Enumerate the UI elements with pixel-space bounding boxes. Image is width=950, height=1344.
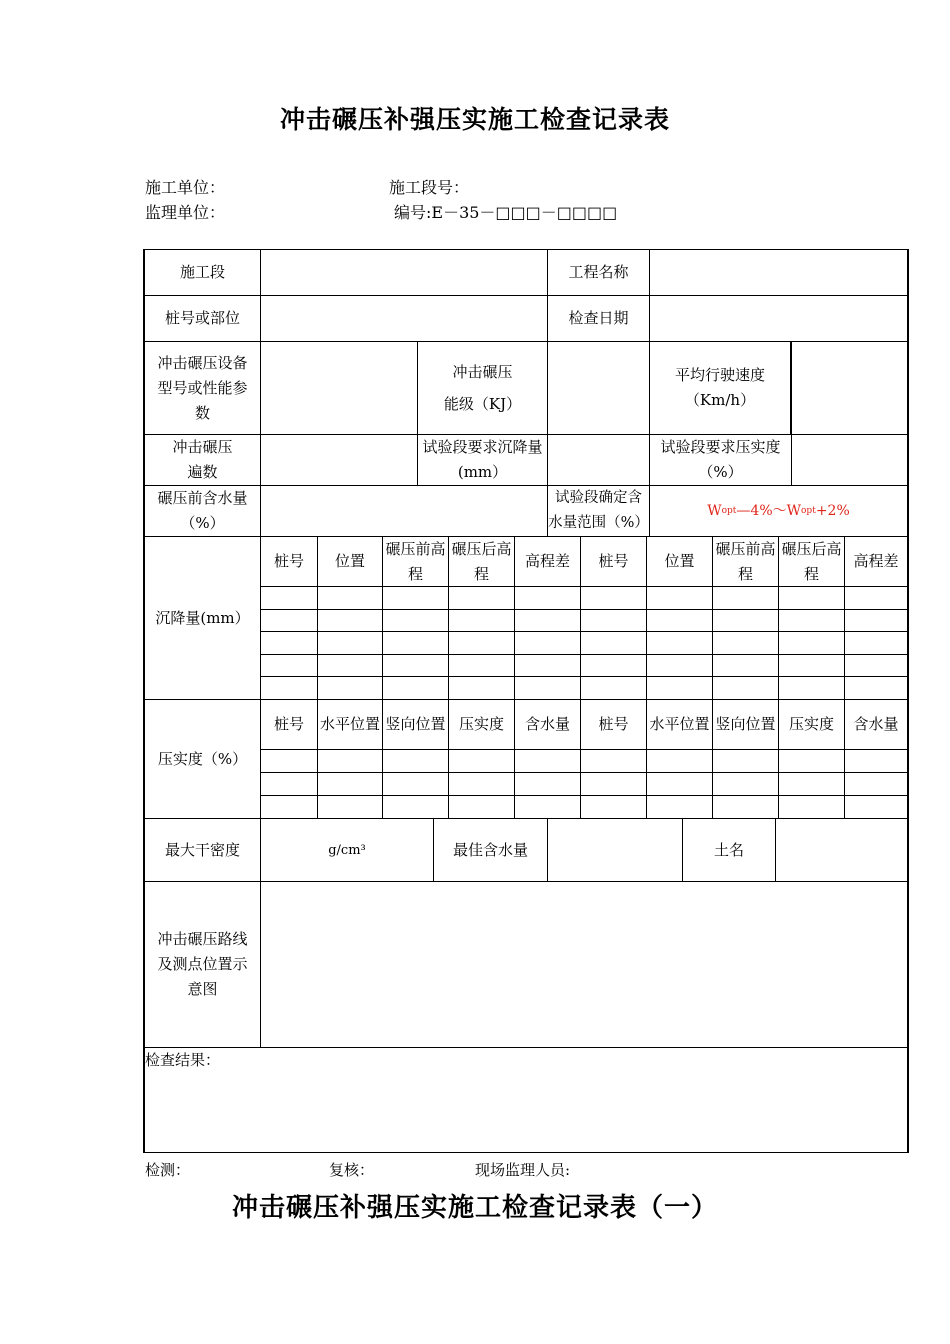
compaction-data-cell[interactable] [383,773,449,796]
inspect-result-label: 检查结果： [145,1051,221,1069]
settlement-data-cell[interactable] [383,632,449,655]
station-label: 桩号或部位 [145,296,261,342]
compaction-header-cell: 水平位置 [318,700,383,750]
moisture-range-mid: —4%～W [736,502,802,519]
moisture-before-label: 碾压前含水量（%） [145,486,261,537]
settlement-data-cell[interactable] [449,610,515,632]
compaction-data-cell[interactable] [515,750,581,773]
settlement-data-cell[interactable] [261,587,318,610]
compaction-data-cell[interactable] [318,773,383,796]
req-settlement-value[interactable] [548,435,650,486]
settlement-data-cell[interactable] [383,610,449,632]
optimum-moisture-label: 最佳含水量 [434,819,548,882]
settlement-data-cell[interactable] [713,655,779,677]
compaction-data-cell[interactable] [779,796,845,819]
compaction-data-cell[interactable] [318,796,383,819]
settlement-data-cell[interactable] [515,655,581,677]
settlement-header-cell: 碾压后高程 [449,537,515,587]
supervision-unit-label: 监理单位： [145,203,226,222]
compaction-data-cell[interactable] [261,796,318,819]
settlement-data-cell[interactable] [261,610,318,632]
settlement-data-cell[interactable] [318,655,383,677]
compaction-data-cell[interactable] [581,773,647,796]
settlement-header-cell: 碾压后高程 [779,537,845,587]
inspect-date-value[interactable] [650,296,907,342]
form-code: 编号:E－35－□□□－□□□□ [394,203,618,222]
settlement-data-cell[interactable] [449,677,515,700]
supervisor-label: 现场监理人员: [475,1161,571,1179]
settlement-data-cell[interactable] [647,610,713,632]
settlement-data-cell[interactable] [647,677,713,700]
settlement-data-cell[interactable] [845,632,907,655]
reviewer-label: 复核： [329,1161,375,1179]
passes-value[interactable] [261,435,418,486]
settlement-header-cell: 桩号 [261,537,318,587]
settlement-data-cell[interactable] [647,587,713,610]
settlement-header-cell: 位置 [647,537,713,587]
compaction-data-cell[interactable] [261,750,318,773]
settlement-data-cell[interactable] [647,632,713,655]
settlement-header-cell: 高程差 [845,537,907,587]
optimum-moisture-value[interactable] [548,819,683,882]
settlement-data-cell[interactable] [383,677,449,700]
settlement-data-cell[interactable] [779,610,845,632]
settlement-header-cell: 碾压前高程 [713,537,779,587]
settlement-header-cell: 位置 [318,537,383,587]
moisture-range-w1: W [707,502,722,519]
section-no-label: 施工段号： [389,178,470,197]
settlement-data-cell[interactable] [261,655,318,677]
settlement-data-cell[interactable] [779,632,845,655]
project-name-value[interactable] [650,250,907,296]
settlement-data-cell[interactable] [713,587,779,610]
section-label: 施工段 [145,250,261,296]
req-compaction-label: 试验段要求压实度（%） [650,435,792,486]
settlement-data-cell[interactable] [779,655,845,677]
equipment-value[interactable] [261,342,418,435]
settlement-data-cell[interactable] [383,587,449,610]
compaction-header-cell: 桩号 [581,700,647,750]
compaction-data-cell[interactable] [713,750,779,773]
max-dry-density-label: 最大干密度 [145,819,261,882]
settlement-data-cell[interactable] [449,587,515,610]
compaction-data-cell[interactable] [845,773,907,796]
compaction-data-cell[interactable] [581,750,647,773]
settlement-data-cell[interactable] [581,632,647,655]
compaction-header-cell: 水平位置 [647,700,713,750]
compaction-data-cell[interactable] [383,750,449,773]
moisture-range-label: 试验段确定含水量范围（%） [548,486,650,537]
compaction-header-cell: 竖向位置 [383,700,449,750]
settlement-data-cell[interactable] [515,632,581,655]
tester-label: 检测： [145,1161,191,1179]
settlement-header-cell: 高程差 [515,537,581,587]
settlement-data-cell[interactable] [515,587,581,610]
settlement-data-cell[interactable] [515,610,581,632]
settlement-data-cell[interactable] [779,677,845,700]
compaction-data-cell[interactable] [713,773,779,796]
compaction-header-cell: 竖向位置 [713,700,779,750]
compaction-data-cell[interactable] [647,796,713,819]
soil-name-label: 土名 [683,819,776,882]
settlement-data-cell[interactable] [713,677,779,700]
page-title-secondary: 冲击碾压补强压实施工检查记录表（一） [231,1193,718,1223]
route-diagram-label: 冲击碾压路线及测点位置示意图 [145,882,261,1048]
compaction-data-cell[interactable] [515,796,581,819]
compaction-data-cell[interactable] [449,796,515,819]
settlement-data-cell[interactable] [261,632,318,655]
compaction-data-cell[interactable] [845,796,907,819]
settlement-data-cell[interactable] [318,587,383,610]
settlement-data-cell[interactable] [318,610,383,632]
settlement-data-cell[interactable] [383,655,449,677]
settlement-data-cell[interactable] [779,587,845,610]
compaction-data-cell[interactable] [779,750,845,773]
equipment-label: 冲击碾压设备型号或性能参数 [145,342,261,435]
compaction-data-cell[interactable] [647,750,713,773]
settlement-data-cell[interactable] [318,677,383,700]
compaction-data-cell[interactable] [383,796,449,819]
avg-speed-line2: （Km/h） [684,391,756,409]
settlement-data-cell[interactable] [515,677,581,700]
inspect-date-label: 检查日期 [548,296,650,342]
compaction-header-cell: 桩号 [261,700,318,750]
route-diagram-area[interactable] [261,882,907,1048]
settlement-data-cell[interactable] [581,610,647,632]
settlement-data-cell[interactable] [647,655,713,677]
moisture-before-value[interactable] [261,486,548,537]
settlement-data-cell[interactable] [713,632,779,655]
settlement-data-cell[interactable] [449,655,515,677]
settlement-data-cell[interactable] [581,677,647,700]
compaction-data-cell[interactable] [449,773,515,796]
passes-label: 冲击碾压遍数 [145,435,261,486]
compaction-data-cell[interactable] [515,773,581,796]
settlement-data-cell[interactable] [845,610,907,632]
moisture-range-sub1: opt [721,505,737,516]
compaction-data-cell[interactable] [845,750,907,773]
avg-speed-value[interactable] [792,342,907,435]
settlement-header-cell: 桩号 [581,537,647,587]
settlement-header-cell: 碾压前高程 [383,537,449,587]
avg-speed-label [650,342,792,435]
impact-energy-label [418,342,548,435]
settlement-data-cell[interactable] [845,655,907,677]
inspect-result[interactable] [145,1048,907,1152]
settlement-data-cell[interactable] [845,677,907,700]
settlement-data-cell[interactable] [449,632,515,655]
avg-speed-line1: 平均行驶速度 [674,366,765,384]
compaction-data-cell[interactable] [261,773,318,796]
settlement-data-cell[interactable] [581,587,647,610]
compaction-header-cell: 压实度 [779,700,845,750]
density-unit: g/cm³ [261,819,434,882]
compaction-data-cell[interactable] [318,750,383,773]
page-title: 冲击碾压补强压实施工检查记录表 [279,105,670,134]
compaction-data-cell[interactable] [647,773,713,796]
settlement-data-cell[interactable] [261,677,318,700]
req-compaction-value[interactable] [792,435,907,486]
settlement-data-cell[interactable] [845,587,907,610]
compaction-header-cell: 压实度 [449,700,515,750]
moisture-range-sub2: opt [801,505,816,516]
soil-name-value[interactable] [776,819,907,882]
compaction-header-cell: 含水量 [515,700,581,750]
project-name-label: 工程名称 [548,250,650,296]
inspection-form [143,249,909,1153]
station-value[interactable] [261,296,548,342]
settlement-label: 沉降量(mm） [145,537,261,700]
compaction-data-cell[interactable] [449,750,515,773]
compaction-label: 压实度（%） [145,700,261,819]
construction-unit-label: 施工单位： [145,178,226,197]
section-value[interactable] [261,250,548,296]
impact-energy-line2: 能级（KJ） [443,395,522,413]
compaction-header-cell: 含水量 [845,700,907,750]
req-settlement-label: 试验段要求沉降量(mm） [418,435,548,486]
settlement-data-cell[interactable] [581,655,647,677]
moisture-range-value [650,486,907,537]
moisture-range-end: +2% [815,502,850,519]
impact-energy-line1: 冲击碾压 [452,363,513,381]
compaction-data-cell[interactable] [581,796,647,819]
compaction-data-cell[interactable] [779,773,845,796]
settlement-data-cell[interactable] [318,632,383,655]
compaction-data-cell[interactable] [713,796,779,819]
settlement-data-cell[interactable] [713,610,779,632]
impact-energy-value[interactable] [548,342,650,435]
